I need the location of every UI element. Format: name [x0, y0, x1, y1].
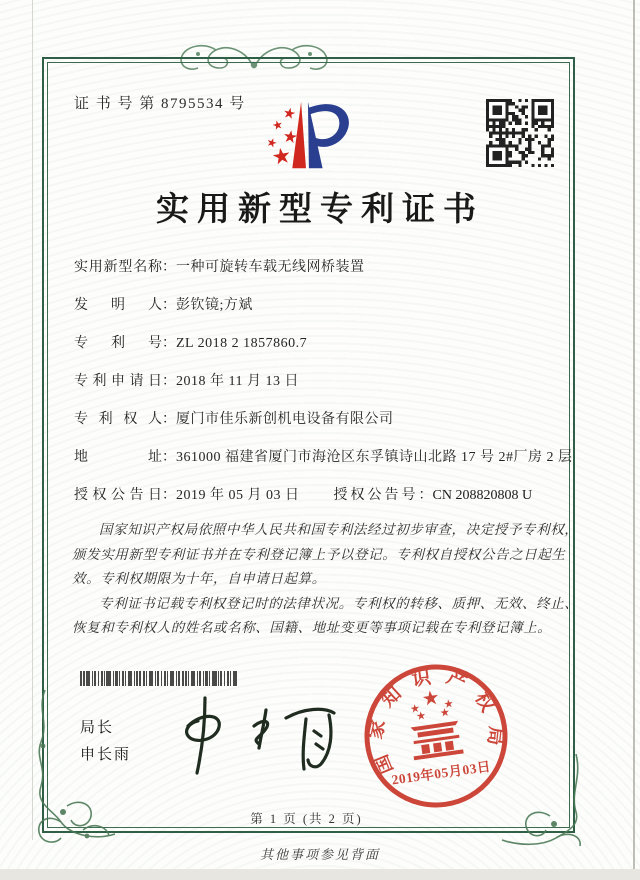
- field-row-filing-date: [74, 371, 578, 392]
- certificate-number: 证 书 号 第 8795534 号: [74, 96, 246, 112]
- signature-icon: [168, 690, 346, 778]
- colon: ：: [162, 298, 176, 313]
- commissioner-name: 申长雨: [80, 746, 132, 763]
- field-value: 厦门市佳乐新创机电设备有限公司: [176, 412, 394, 427]
- fields-section: [74, 257, 578, 523]
- legal-paragraph-2: 专利证书记载专利权登记时的法律状况。专利权的转移、质押、无效、终止、恢复和专利权人的姓名或名称、国籍、地址变更等事项记载在专利登记簿上。: [72, 595, 579, 635]
- photo-edge-bottom: [0, 869, 640, 880]
- field-value: 2019 年 05 月 03 日: [176, 488, 300, 503]
- back-note: 其他事项参见背面: [259, 847, 380, 862]
- seal-ring-text: 国家知识产权局: [365, 665, 507, 777]
- field-label: 地址: [74, 450, 162, 465]
- colon: ：: [418, 488, 433, 503]
- colon: ：: [162, 336, 176, 351]
- cnipa-logo-icon: [246, 94, 364, 178]
- colon: ：: [162, 260, 176, 275]
- field-label: 专利号: [74, 336, 162, 351]
- official-seal-icon: [346, 646, 527, 827]
- grant-no-value: CN 208820808 U: [432, 488, 533, 503]
- field-row-grant-date: [74, 485, 578, 506]
- field-row-address: [74, 447, 578, 468]
- photo-edge-left: [32, 0, 33, 840]
- field-label: 授权公告日: [74, 488, 162, 503]
- field-value: 彭钦镜;方斌: [176, 298, 253, 313]
- grant-no-pair: [334, 485, 533, 506]
- grant-no-label: 授权公告号: [333, 488, 419, 503]
- field-value: 2018 年 11 月 13 日: [176, 374, 299, 389]
- legal-text: [72, 518, 580, 641]
- photo-edge-right: [633, 0, 635, 870]
- colon: ：: [162, 488, 176, 503]
- legal-paragraph-1: 国家知识产权局依照中华人民共和国专利法经过初步审查，决定授予专利权，颁发实用新型专利证书并在专利登记簿上予以登记。专利权自授权公告之日起生效。专利权期限为十年，自申请日起算。: [72, 522, 579, 586]
- qr-code-icon: [486, 99, 554, 167]
- certificate-title: 实用新型专利证书: [156, 192, 484, 228]
- field-value: 一种可旋转车载无线网桥装置: [176, 260, 365, 275]
- commissioner-title: 局长: [80, 719, 115, 736]
- colon: ：: [162, 412, 176, 427]
- field-row-patentee: [74, 409, 578, 430]
- barcode-icon: [80, 671, 238, 686]
- field-label: 实用新型名称: [74, 260, 162, 275]
- colon: ：: [162, 450, 176, 465]
- colon: ：: [162, 374, 176, 389]
- field-label: 发明人: [74, 298, 162, 313]
- field-row-name: [74, 257, 578, 278]
- field-value: ZL 2018 2 1857860.7: [176, 336, 308, 351]
- seal-date: 2019年05月03日: [390, 758, 492, 788]
- field-label: 专利申请日: [74, 374, 162, 389]
- page-number: 第 1 页 (共 2 页): [250, 812, 363, 826]
- field-row-patent-no: [74, 333, 578, 354]
- commissioner-block: [80, 714, 131, 768]
- field-label: 专利权人: [74, 412, 162, 427]
- field-row-inventor: [74, 295, 578, 316]
- field-value: 361000 福建省厦门市海沧区东孚镇诗山北路 17 号 2#厂房 2 层: [176, 450, 573, 465]
